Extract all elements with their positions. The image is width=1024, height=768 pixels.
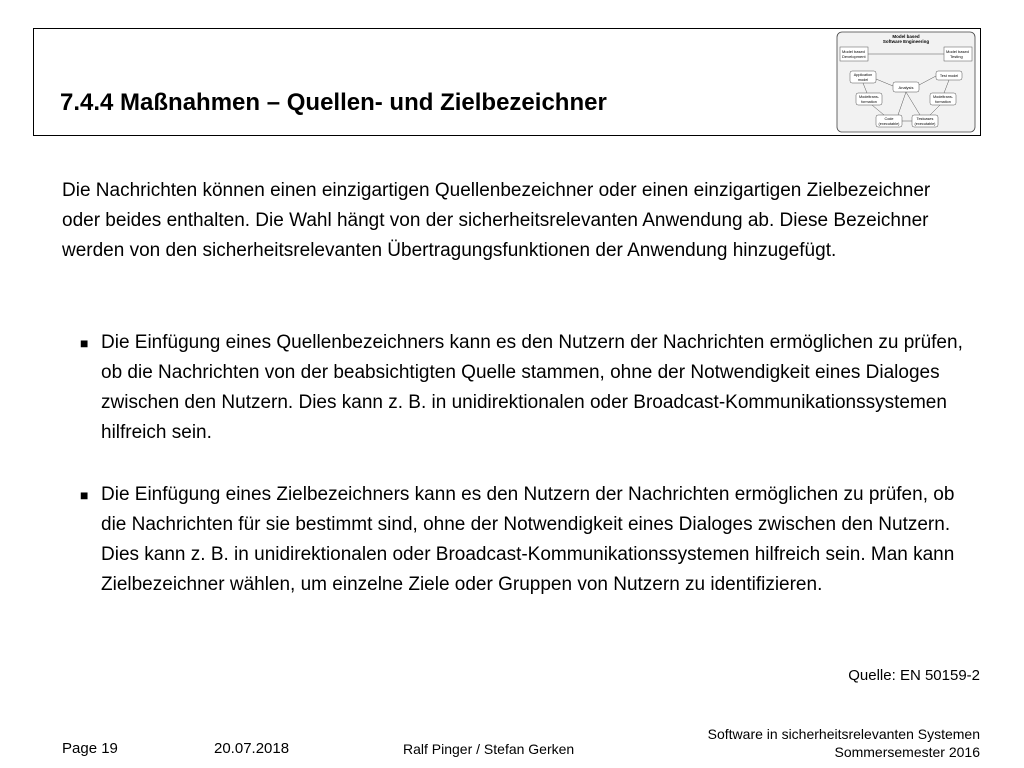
diagram-title-line1: Model based xyxy=(892,34,920,39)
title-box xyxy=(33,28,981,136)
bullet-square-icon: ■ xyxy=(80,487,89,503)
analysis-label: Analysis xyxy=(898,85,914,90)
model-based-engineering-diagram xyxy=(836,31,976,133)
footer-semester: Sommersemester 2016 xyxy=(834,744,980,760)
bullet-text: Die Einfügung eines Zielbezeichners kann es den Nutzern der Nachrichten ermöglichen zu prüfen, ob die Nachrichten für sie bestimmt sind, ohne der Notwendigkeit eines Dialoges zwischen den Nutzern. Dies kann z. B. in unidirektionalen oder Broadcast-Kommunikationssystemen hilfreich sein. Man kann Zielbezeichner wählen, um einzelne Ziele oder Gruppen von Nutzern zu identifizieren. xyxy=(101,484,955,595)
code-label-line1: Code xyxy=(884,117,894,121)
testing-label-line2: Testing xyxy=(950,54,963,59)
development-label-line2: Development xyxy=(842,54,866,59)
code-label-line2: (executable) xyxy=(878,122,900,126)
bullet-text: Die Einfügung eines Quellenbezeichners kann es den Nutzern der Nachrichten ermöglichen zu prüfen, ob die Nachrichten von der beabsichtigten Quelle stammen, ohne der Notwendigkeit eines Dialoges zwischen den Nutzern. Dies kann z. B. in unidirektionalen oder Broadcast-Kommunikationssystemen hilfreich sein. xyxy=(101,332,963,443)
bullet-square-icon: ■ xyxy=(80,335,89,351)
bullet-item-destination-identifier xyxy=(80,480,970,600)
footer-page-number: Page 19 xyxy=(62,740,118,757)
transformation-left-line1: Modeltrans- xyxy=(858,95,880,99)
footer-date: 20.07.2018 xyxy=(214,740,290,757)
application-label-line1: Application xyxy=(853,73,873,77)
source-citation: Quelle: EN 50159-2 xyxy=(848,667,980,684)
intro-paragraph: Die Nachrichten können einen einzigartigen Quellenbezeichner oder einen einzigartigen Zielbezeichner oder beides enthalten. Die Wahl hängt von der sicherheitsrelevanten Anwendung ab. Diese Bezeichner werden von den sicherheitsrelevanten Übertragungsfunktionen der Anwendung hinzugefügt. xyxy=(62,180,931,261)
diagram-svg xyxy=(836,31,976,133)
transformation-left-line2: formation xyxy=(861,100,877,104)
testcases-label-line1: Testcases xyxy=(916,117,934,121)
transformation-right-line1: Modeltrans- xyxy=(932,95,954,99)
footer-course-title: Software in sicherheitsrelevanten Systemen xyxy=(707,726,980,742)
footer-authors: Ralf Pinger / Stefan Gerken xyxy=(403,741,575,757)
page-title: 7.4.4 Maßnahmen – Quellen- und Zielbezeichner xyxy=(60,89,607,116)
testcases-label-line2: (executable) xyxy=(914,122,936,126)
development-label-line1: Model based xyxy=(842,49,865,54)
bullet-item-source-identifier xyxy=(80,328,970,448)
diagram-title-line2: Software Engineering xyxy=(882,39,930,44)
application-label-line2: model xyxy=(857,78,869,82)
test-model-label: Test model xyxy=(939,74,959,78)
footer-course xyxy=(708,725,980,761)
transformation-right-line2: formation xyxy=(935,100,951,104)
testing-label-line1: Model based xyxy=(946,49,969,54)
